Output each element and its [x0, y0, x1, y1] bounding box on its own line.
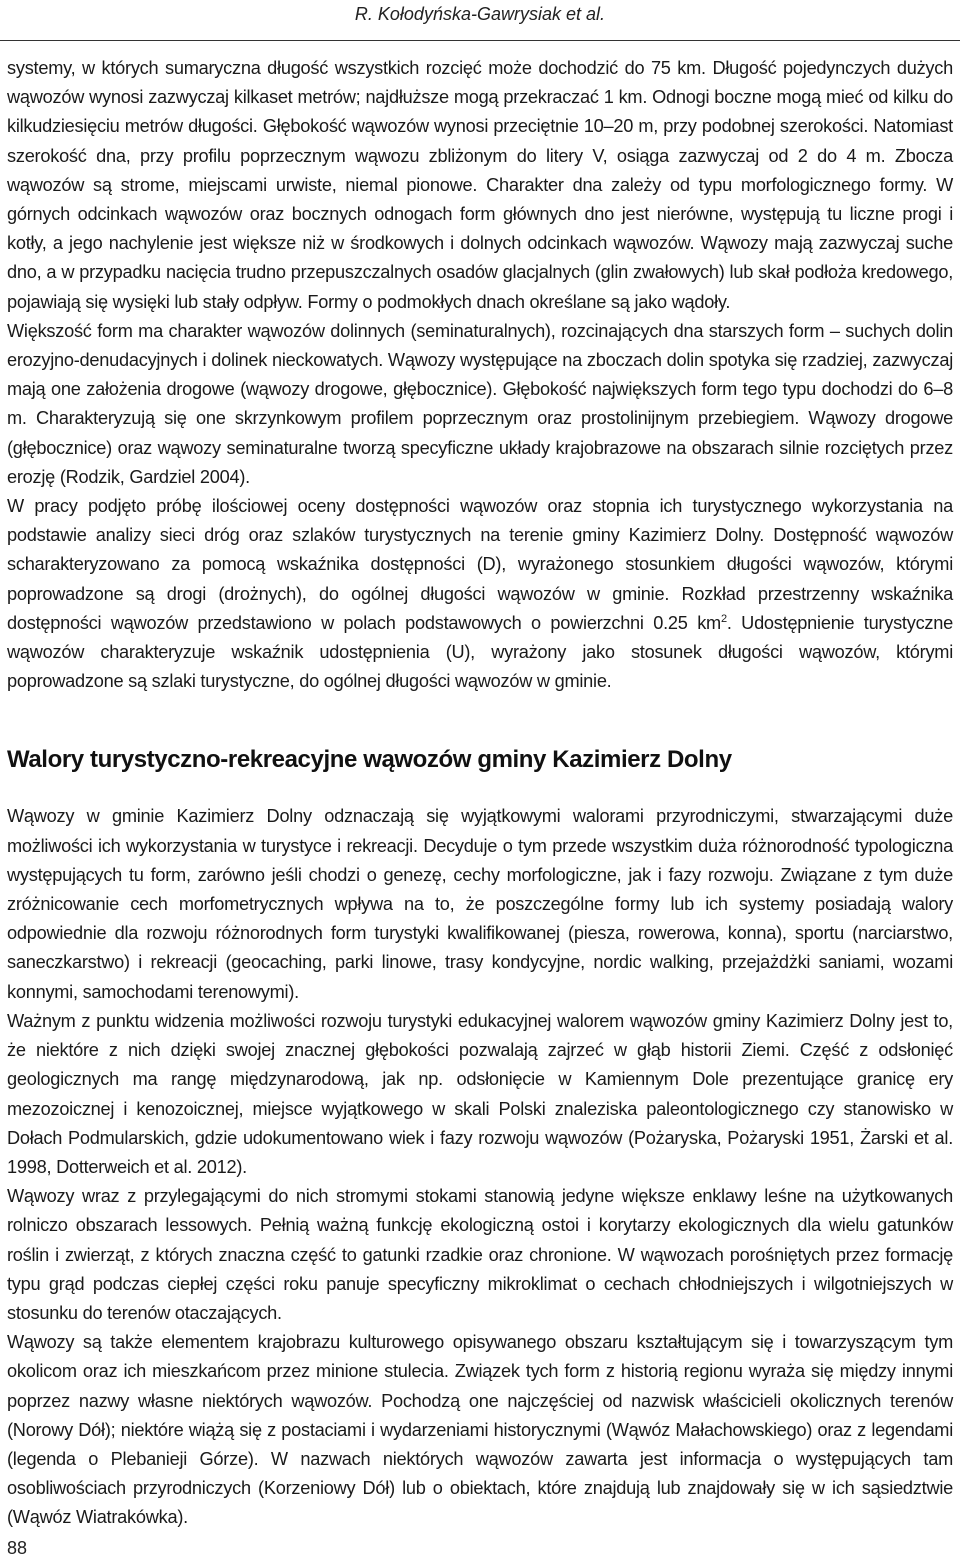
paragraph-1: systemy, w których sumaryczna długość wszystkich rozcięć może dochodzić do 75 km. Długość pojedynczych dużych wąwozów wynosi zazwyczaj kilkaset metrów; najdłuższe mogą przekraczać 1 km. Odnogi boczne mogą mieć od kilku do kilkudziesięciu metrów długości. Głębokość wąwozów wynosi przeciętnie 10–20 m, przy podobnej szerokości. Natomiast szerokość dna, przy profilu poprzecznym wąwozu zbliżonym do litery V, osiąga zazwyczaj od 2 do 4 m. Zbocza wąwozów są strome, miejscami urwiste, niemal pionowe. Charakter dna zależy od typu morfologicznego formy. W górnych odcinkach wąwozów oraz bocznych odnogach form głównych dno jest nierówne, występują tu liczne progi i kotły, a jego nachylenie jest większe niż w środkowych i dolnych odcinkach wąwozów. Wąwozy mają zazwyczaj suche dno, a w przypadku nacięcia trudno przepuszczalnych osadów glacjalnych (glin zwałowych) lub skał podłoża kredowego, pojawiają się wysięki lub stały odpływ. Formy o podmokłych dnach określane są jako wądoły.	[7, 58, 953, 312]
paragraph-5: Ważnym z punktu widzenia możliwości rozwoju turystyki edukacyjnej walorem wąwozów gminy Kazimierz Dolny jest to, że niektóre z nich dzięki swojej znacznej głębokości pozwalają zajrzeć w głąb historii Ziemi. Część z odsłonięć geologicznych ma rangę międzynarodową, jak np. odsłonięcie w Kamiennym Dole prezentujące granicę ery mezozoicznej i kenozoicznej, miejsce wyjątkowego w skali Polski znaleziska paleontologicznego czy stanowisko w Dołach Podmularskich, gdzie udokumentowano wiek i fazy rozwoju wąwozów (Pożaryska, Pożaryski 1951, Żarski et al. 1998, Dotterweich et al. 2012).	[7, 1010, 953, 1177]
section-heading: Walory turystyczno-rekreacyjne wąwozów gminy Kazimierz Dolny	[7, 746, 732, 774]
paragraph-3	[7, 492, 953, 696]
header-rule	[0, 40, 960, 41]
article-body	[7, 54, 953, 1533]
paragraph-3-text-b: . Udostępnienie turystyczne wąwozów charakteryzuje wskaźnik udostępnienia (U), wyrażony jako stosunek długości wąwozów, którymi poprowadzone są szlaki turystyczne, do ogólnej długości wąwozów w gminie.	[7, 612, 953, 692]
paragraph-6: Wąwozy wraz z przylegającymi do nich stromymi stokami stanowią jedyne większe enklawy leśne na użytkowanych rolniczo obszarach lessowych. Pełnią ważną funkcję ekologiczną ostoi i korytarzy ekologicznych dla wielu gatunków roślin i zwierząt, z których znaczna część to gatunki rzadkie oraz chronione. W wąwozach porośniętych przez formację typu grąd podczas ciepłej części roku panuje specyficzny mikroklimat o cechach chłodniejszych i wilgotniejszych w stosunku do terenów otaczających.	[7, 1186, 953, 1323]
paragraph-7: Wąwozy są także elementem krajobrazu kulturowego opisywanego obszaru kształtującym się i towarzyszącym tym okolicom oraz ich mieszkańcom przez minione stulecia. Związek tych form z historią regionu wyraża się między innymi poprzez nazwy własne niektórych wąwozów. Pochodzą one najczęściej od nazwisk właścicieli okolicznych terenów (Norowy Dół); niektóre wiążą się z postaciami i wydarzeniami historycznymi (Wąwóz Małachowskiego) oraz z legendami (legenda o Plebanieji Górze). W nazwach niektórych wąwozów zawarta jest informacja o występujących tam osobliwościach przyrodniczych (Korzeniowy Dół) lub o obiektach, które znajdują lub znajdowały się w ich sąsiedztwie (Wąwóz Wiatrakówka).	[7, 1332, 953, 1528]
superscript-2: 2	[720, 612, 727, 625]
page-number: 88	[7, 1538, 28, 1558]
paragraph-4: Wąwozy w gminie Kazimierz Dolny odznaczają się wyjątkowymi walorami przyrodniczymi, stwarzającymi duże możliwości ich wykorzystania w turystyce i rekreacji. Decyduje o tym przede wszystkim duża różnorodność typologiczna występujących tu form, zarówno jeśli chodzi o genezę, cechy morfologiczne, jak i fazy rozwoju. Związane z tym duże zróżnicowanie cech morfometrycznych wpływa na to, że poszczególne formy lub ich systemy posiadają walory odpowiednie dla rozwoju różnorodnych form turystyki kwalifikowanej (piesza, rowerowa, konna), sportu (narciarstwo, saneczkarstwo) i rekreacji (geocaching, parki linowe, trasy kondycyjne, nordic walking, przejażdżki saniami, wozami konnymi, samochodami terenowymi).	[7, 806, 953, 1002]
paragraph-2: Większość form ma charakter wąwozów dolinnych (seminaturalnych), rozcinających dna starszych form – suchych dolin erozyjno-denudacyjnych i dolinek nieckowatych. Wąwozy występujące na zboczach dolin spotyka się rzadziej, zazwyczaj mają one założenia drogowe (wąwozy drogowe, głębocznice). Głębokość największych form tego typu dochodzi do 6–8 m. Charakteryzują się one skrzynkowym profilem poprzecznym oraz prostolinijnym przebiegiem. Wąwozy drogowe (głębocznice) oraz wąwozy seminaturalne tworzą specyficzne układy krajobrazowe na obszarach silnie rozciętych przez erozję (Rodzik, Gardziel 2004).	[7, 320, 953, 487]
paragraph-3-text-a: W pracy podjęto próbę ilościowej oceny dostępności wąwozów oraz stopnia ich turystycznego wykorzystania na podstawie analizy sieci dróg oraz szlaków turystycznych na terenie gminy Kazimierz Dolny. Dostępność wąwozów scharakteryzowano za pomocą wskaźnika dostępności (D), wyrażonego stosunkiem długości wąwozów, którymi poprowadzone są drogi (drożnych), do ogólnej długości wąwozów w gminie. Rozkład przestrzenny wskaźnika dostępności wąwozów przedstawiono w polach podstawowych o powierzchni 0.25 km	[7, 496, 953, 633]
running-head: R. Kołodyńska-Gawrysiak et al.	[354, 4, 605, 24]
